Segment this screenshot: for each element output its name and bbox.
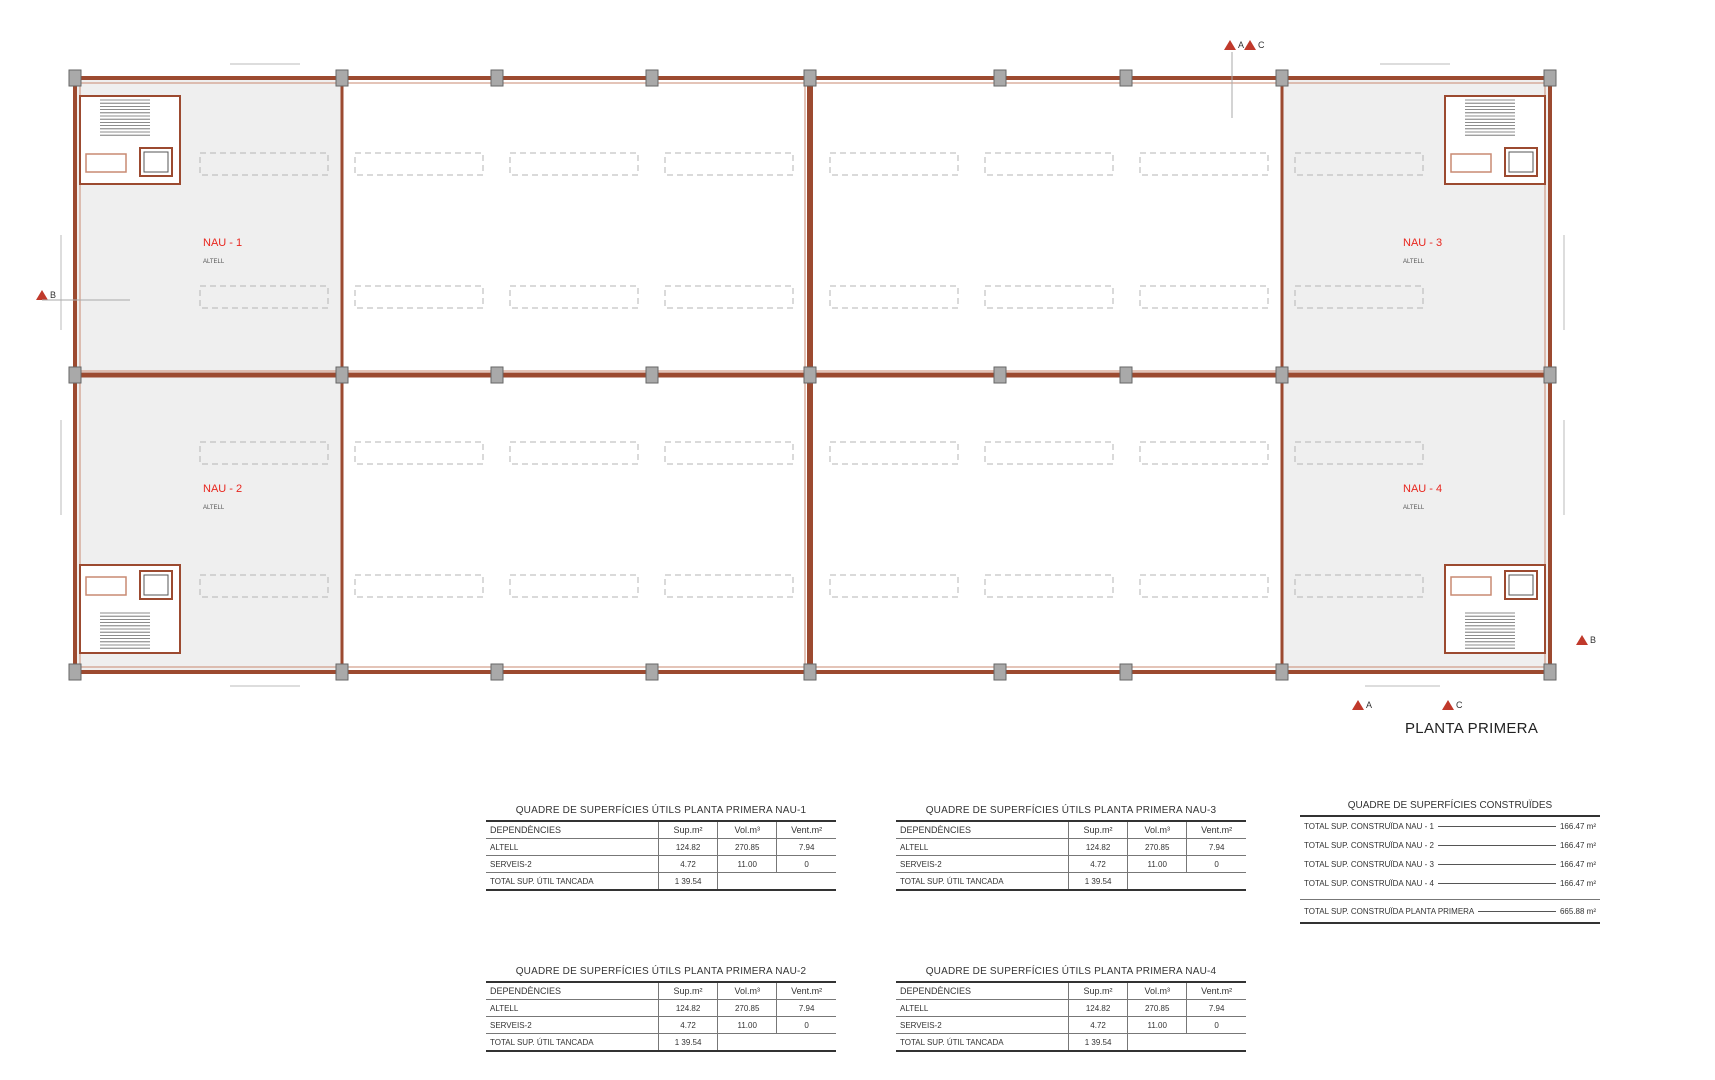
skylight-outline: [510, 153, 638, 175]
cell: 0: [777, 1017, 836, 1034]
built-row-value: 166.47 m²: [1559, 822, 1596, 831]
skylight-outline: [1140, 153, 1268, 175]
cell: 11.00: [718, 856, 777, 873]
unit-room-label: ALTELL: [203, 259, 225, 265]
stair-core: [80, 565, 180, 653]
table-header-row: [486, 822, 836, 839]
col-header: Vol.m³: [718, 983, 777, 1000]
cell: 124.82: [658, 839, 717, 856]
column: [1276, 664, 1288, 680]
section-mark-b-left-arrow: [36, 290, 48, 300]
column: [646, 664, 658, 680]
unit-name: NAU - 1: [203, 237, 243, 249]
table-total-row: [486, 1034, 836, 1052]
cell-empty: [718, 873, 777, 891]
elevator-car: [1509, 152, 1533, 172]
built-row: [1300, 855, 1600, 874]
skylight-outline: [985, 575, 1113, 597]
col-header: Vent.m²: [777, 983, 836, 1000]
built-row: [1300, 836, 1600, 855]
column: [1120, 70, 1132, 86]
cell: 0: [1187, 1017, 1246, 1034]
total-value: 1 39.54: [1068, 1034, 1127, 1052]
cell: 11.00: [1128, 1017, 1187, 1034]
cell: 7.94: [1187, 1000, 1246, 1017]
cell: 0: [1187, 856, 1246, 873]
table-total-row: [486, 873, 836, 891]
cell-empty: [1128, 1034, 1187, 1052]
table-title: QUADRE DE SUPERFÍCIES ÚTILS PLANTA PRIMERA NAU-2: [486, 966, 836, 983]
built-row: [1300, 817, 1600, 836]
cell: 270.85: [718, 1000, 777, 1017]
table-total-row: [896, 1034, 1246, 1052]
cell: 4.72: [658, 856, 717, 873]
leader-line: [1438, 826, 1556, 827]
total-value: 1 39.54: [1068, 873, 1127, 891]
total-label: TOTAL SUP. ÚTIL TANCADA: [486, 873, 658, 891]
table-row: [896, 839, 1246, 856]
col-header: Sup.m²: [658, 822, 717, 839]
section-mark-c-top-arrow: [1244, 40, 1256, 50]
elevator-car: [1509, 575, 1533, 595]
table-row: [486, 1000, 836, 1017]
column: [646, 70, 658, 86]
column: [994, 664, 1006, 680]
cell: 4.72: [1068, 1017, 1127, 1034]
total-value: 1 39.54: [658, 1034, 717, 1052]
cell: 0: [777, 856, 836, 873]
column: [491, 367, 503, 383]
built-total-row: [1300, 899, 1600, 924]
column: [336, 664, 348, 680]
skylight-outline: [830, 575, 958, 597]
cell: 7.94: [1187, 839, 1246, 856]
column: [336, 367, 348, 383]
total-label: TOTAL SUP. ÚTIL TANCADA: [896, 1034, 1068, 1052]
col-header: Vent.m²: [777, 822, 836, 839]
col-header: DEPENDÈNCIES: [896, 983, 1068, 1000]
column: [491, 664, 503, 680]
cell: 7.94: [777, 1000, 836, 1017]
skylight-outline: [830, 442, 958, 464]
col-header: Vol.m³: [1128, 822, 1187, 839]
built-areas-table: [1300, 800, 1600, 924]
cell: ALTELL: [486, 839, 658, 856]
col-header: DEPENDÈNCIES: [896, 822, 1068, 839]
leader-line: [1438, 845, 1556, 846]
area-table-body: [896, 822, 1246, 891]
cell: 270.85: [1128, 1000, 1187, 1017]
table-row: [896, 1000, 1246, 1017]
skylight-outline: [510, 286, 638, 308]
column: [1544, 664, 1556, 680]
cell: 7.94: [777, 839, 836, 856]
section-mark-c-bottom-label: C: [1456, 700, 1463, 710]
cell: 11.00: [1128, 856, 1187, 873]
cell-empty: [1187, 873, 1246, 891]
table-row: [486, 839, 836, 856]
stair-core: [1445, 565, 1545, 653]
col-header: Sup.m²: [1068, 983, 1127, 1000]
section-mark-c-bottom-arrow: [1442, 700, 1454, 710]
column: [1276, 367, 1288, 383]
column: [69, 367, 81, 383]
stair-core: [1445, 96, 1545, 184]
unit-room-label: ALTELL: [1403, 505, 1425, 511]
section-mark-b-right-arrow: [1576, 635, 1588, 645]
skylight-outline: [510, 575, 638, 597]
column: [1276, 70, 1288, 86]
skylight-outline: [355, 286, 483, 308]
section-mark-c-top-label: C: [1258, 40, 1265, 50]
skylight-outline: [985, 153, 1113, 175]
skylight-outline: [665, 442, 793, 464]
section-mark-a-top-label: A: [1238, 40, 1245, 50]
column: [69, 664, 81, 680]
built-total-label: TOTAL SUP. CONSTRUÏDA PLANTA PRIMERA: [1304, 906, 1475, 916]
cell: 270.85: [1128, 839, 1187, 856]
skylight-outline: [985, 286, 1113, 308]
stair-core: [80, 96, 180, 184]
col-header: DEPENDÈNCIES: [486, 822, 658, 839]
cell: SERVEIS-2: [486, 856, 658, 873]
cell: ALTELL: [896, 839, 1068, 856]
section-mark-b-right-label: B: [1590, 635, 1597, 645]
column: [646, 367, 658, 383]
cell-empty: [718, 1034, 777, 1052]
table-row: [896, 856, 1246, 873]
cell-empty: [1128, 873, 1187, 891]
unit-room-label: ALTELL: [203, 505, 225, 511]
table-row: [896, 1017, 1246, 1034]
table-title: QUADRE DE SUPERFÍCIES CONSTRUÏDES: [1300, 800, 1600, 817]
skylight-outline: [355, 442, 483, 464]
cell-empty: [777, 873, 836, 891]
skylight-outline: [355, 575, 483, 597]
cell: 4.72: [658, 1017, 717, 1034]
skylight-outline: [830, 153, 958, 175]
built-row-label: TOTAL SUP. CONSTRUÏDA NAU - 1: [1304, 822, 1434, 831]
cell: SERVEIS-2: [486, 1017, 658, 1034]
column: [804, 70, 816, 86]
built-row-value: 166.47 m²: [1559, 879, 1596, 888]
elevator-car: [144, 575, 168, 595]
toilet-room: [1451, 154, 1491, 172]
area-table-nau-4: [896, 966, 1246, 1052]
unit-room-label: ALTELL: [1403, 259, 1425, 265]
cell: 124.82: [658, 1000, 717, 1017]
column: [1544, 70, 1556, 86]
area-table-nau-3: [896, 805, 1246, 891]
cell-empty: [777, 1034, 836, 1052]
table-header-row: [896, 983, 1246, 1000]
table-title: QUADRE DE SUPERFÍCIES ÚTILS PLANTA PRIMERA NAU-3: [896, 805, 1246, 822]
cell: 4.72: [1068, 856, 1127, 873]
total-label: TOTAL SUP. ÚTIL TANCADA: [896, 873, 1068, 891]
built-row-value: 166.47 m²: [1559, 860, 1596, 869]
cell: ALTELL: [486, 1000, 658, 1017]
cell: ALTELL: [896, 1000, 1068, 1017]
built-row-value: 166.47 m²: [1559, 841, 1596, 850]
skylight-outline: [985, 442, 1113, 464]
cell: SERVEIS-2: [896, 1017, 1068, 1034]
table-title: QUADRE DE SUPERFÍCIES ÚTILS PLANTA PRIMERA NAU-1: [486, 805, 836, 822]
table-row: [486, 1017, 836, 1034]
area-table-nau-2: [486, 966, 836, 1052]
column: [994, 70, 1006, 86]
leader-line: [1438, 883, 1556, 884]
table-total-row: [896, 873, 1246, 891]
col-header: Sup.m²: [658, 983, 717, 1000]
table-header-row: [896, 822, 1246, 839]
skylight-outline: [355, 153, 483, 175]
table-header-row: [486, 983, 836, 1000]
column: [1544, 367, 1556, 383]
col-header: Vol.m³: [1128, 983, 1187, 1000]
skylight-outline: [510, 442, 638, 464]
col-header: Vent.m²: [1187, 983, 1246, 1000]
leader-line: [1478, 911, 1556, 912]
column: [491, 70, 503, 86]
area-table-body: [486, 822, 836, 891]
built-row-label: TOTAL SUP. CONSTRUÏDA NAU - 4: [1304, 879, 1434, 888]
unit-name: NAU - 3: [1403, 237, 1443, 249]
built-row-label: TOTAL SUP. CONSTRUÏDA NAU - 3: [1304, 860, 1434, 869]
cell: 124.82: [1068, 1000, 1127, 1017]
leader-line: [1438, 864, 1556, 865]
skylight-outline: [1140, 286, 1268, 308]
column: [804, 664, 816, 680]
column: [994, 367, 1006, 383]
cell: 11.00: [718, 1017, 777, 1034]
area-table-nau-1: [486, 805, 836, 891]
column: [336, 70, 348, 86]
total-label: TOTAL SUP. ÚTIL TANCADA: [486, 1034, 658, 1052]
area-table-body: [896, 983, 1246, 1052]
section-mark-a-bottom-arrow: [1352, 700, 1364, 710]
total-value: 1 39.54: [658, 873, 717, 891]
built-row-label: TOTAL SUP. CONSTRUÏDA NAU - 2: [1304, 841, 1434, 850]
col-header: Vent.m²: [1187, 822, 1246, 839]
section-mark-a-bottom-label: A: [1366, 700, 1373, 710]
table-row: [486, 856, 836, 873]
skylight-outline: [665, 153, 793, 175]
unit-name: NAU - 2: [203, 483, 243, 495]
section-mark-a-top-arrow: [1224, 40, 1236, 50]
section-mark-b-left-label: B: [50, 290, 57, 300]
built-total-value: 665.88 m²: [1559, 906, 1596, 916]
col-header: DEPENDÈNCIES: [486, 983, 658, 1000]
toilet-room: [86, 577, 126, 595]
skylight-outline: [830, 286, 958, 308]
cell: SERVEIS-2: [896, 856, 1068, 873]
unit-name: NAU - 4: [1403, 483, 1443, 495]
column: [1120, 367, 1132, 383]
toilet-room: [1451, 577, 1491, 595]
plan-title: PLANTA PRIMERA: [1405, 720, 1539, 737]
skylight-outline: [665, 286, 793, 308]
column: [1120, 664, 1132, 680]
skylight-outline: [665, 575, 793, 597]
table-title: QUADRE DE SUPERFÍCIES ÚTILS PLANTA PRIMERA NAU-4: [896, 966, 1246, 983]
cell: 124.82: [1068, 839, 1127, 856]
toilet-room: [86, 154, 126, 172]
column: [804, 367, 816, 383]
cell-empty: [1187, 1034, 1246, 1052]
column: [69, 70, 81, 86]
area-table-body: [486, 983, 836, 1052]
col-header: Sup.m²: [1068, 822, 1127, 839]
skylight-outline: [1140, 575, 1268, 597]
built-row: [1300, 874, 1600, 893]
col-header: Vol.m³: [718, 822, 777, 839]
cell: 270.85: [718, 839, 777, 856]
skylight-outline: [1140, 442, 1268, 464]
elevator-car: [144, 152, 168, 172]
